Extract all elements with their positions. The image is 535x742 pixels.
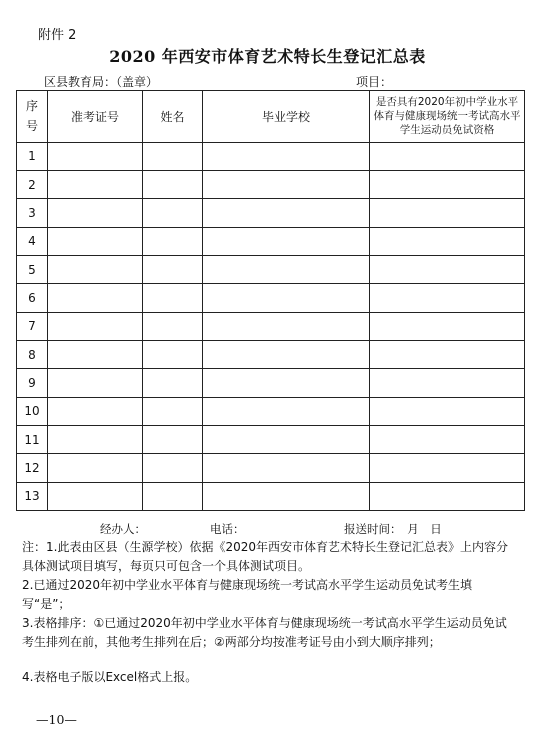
name-cell[interactable] — [143, 340, 203, 368]
table-row — [17, 199, 525, 227]
name-cell[interactable] — [143, 227, 203, 255]
qualification-cell[interactable] — [370, 454, 525, 482]
name-cell[interactable] — [143, 454, 203, 482]
row-number: 8 — [17, 340, 48, 368]
table-row — [17, 425, 525, 453]
name-cell[interactable] — [143, 199, 203, 227]
page-title: 2020 年西安市体育艺术特长生登记汇总表 — [109, 47, 426, 66]
school-cell[interactable] — [203, 284, 370, 312]
name-cell[interactable] — [143, 397, 203, 425]
table-row — [17, 227, 525, 255]
exam-number-cell[interactable] — [48, 482, 143, 510]
table-body — [17, 142, 525, 510]
note-2: 2.已通过2020年初中学业水平体育与健康现场统一考试高水平学生运动员免试考生填写“是”； — [22, 578, 472, 611]
phone-label: 电话： — [210, 522, 245, 536]
school-cell[interactable] — [203, 142, 370, 170]
exam-number-cell[interactable] — [48, 199, 143, 227]
row-number: 1 — [17, 142, 48, 170]
school-cell[interactable] — [203, 227, 370, 255]
school-cell[interactable] — [203, 397, 370, 425]
qualification-cell[interactable] — [370, 482, 525, 510]
school-cell[interactable] — [203, 199, 370, 227]
attachment-label: 附件 2 — [38, 28, 77, 43]
note-1: 注：1.此表由区县（生源学校）依据《2020年西安市体育艺术特长生登记汇总表》上内容分具体测试项目填写，每页只可包含一个具体测试项目。 — [22, 540, 508, 573]
note-4: 4.表格电子版以Excel格式上报。 — [22, 670, 198, 684]
district-bureau-label: 区县教育局：（盖章） — [44, 75, 159, 89]
table-row — [17, 284, 525, 312]
name-cell[interactable] — [143, 142, 203, 170]
school-cell[interactable] — [203, 340, 370, 368]
exam-number-cell[interactable] — [48, 425, 143, 453]
page-number: —10— — [36, 712, 77, 727]
name-cell[interactable] — [143, 284, 203, 312]
table-row — [17, 369, 525, 397]
table-row — [17, 340, 525, 368]
exam-number-cell[interactable] — [48, 227, 143, 255]
exam-number-cell[interactable] — [48, 284, 143, 312]
qualification-cell[interactable] — [370, 255, 525, 283]
operator-label: 经办人： — [100, 522, 146, 536]
exam-number-cell[interactable] — [48, 142, 143, 170]
qualification-cell[interactable] — [370, 199, 525, 227]
report-time-label: 报送时间： 月 日 — [344, 522, 442, 536]
qualification-cell[interactable] — [370, 425, 525, 453]
exam-number-cell[interactable] — [48, 340, 143, 368]
school-cell[interactable] — [203, 482, 370, 510]
column-header-qualification: 是否具有2020年初中学业水平体育与健康现场统一考试高水平学生运动员免试资格 — [370, 91, 525, 143]
exam-number-cell[interactable] — [48, 397, 143, 425]
qualification-cell[interactable] — [370, 369, 525, 397]
school-cell[interactable] — [203, 170, 370, 198]
qualification-cell[interactable] — [370, 397, 525, 425]
table-row — [17, 312, 525, 340]
name-cell[interactable] — [143, 312, 203, 340]
row-number: 11 — [17, 425, 48, 453]
row-number: 12 — [17, 454, 48, 482]
table-row — [17, 142, 525, 170]
exam-number-cell[interactable] — [48, 255, 143, 283]
column-header-name: 姓名 — [143, 91, 203, 143]
qualification-cell[interactable] — [370, 340, 525, 368]
exam-number-cell[interactable] — [48, 170, 143, 198]
table-row — [17, 170, 525, 198]
table-header-row — [17, 91, 525, 143]
table-row — [17, 482, 525, 510]
table-row — [17, 454, 525, 482]
column-header-seq-text: 序 号 — [25, 99, 38, 134]
row-number: 4 — [17, 227, 48, 255]
name-cell[interactable] — [143, 482, 203, 510]
column-header-seq — [17, 91, 48, 143]
exam-number-cell[interactable] — [48, 454, 143, 482]
table-row — [17, 255, 525, 283]
row-number: 3 — [17, 199, 48, 227]
school-cell[interactable] — [203, 312, 370, 340]
qualification-cell[interactable] — [370, 227, 525, 255]
school-cell[interactable] — [203, 425, 370, 453]
row-number: 2 — [17, 170, 48, 198]
column-header-school: 毕业学校 — [203, 91, 370, 143]
row-number: 6 — [17, 284, 48, 312]
note-3: 3.表格排序：①已通过2020年初中学业水平体育与健康现场统一考试高水平学生运动员免试考生排列在前，其他考生排列在后；②两部分均按准考证号由小到大顺序排列； — [22, 616, 507, 649]
school-cell[interactable] — [203, 255, 370, 283]
name-cell[interactable] — [143, 255, 203, 283]
project-label: 项目： — [356, 75, 393, 89]
exam-number-cell[interactable] — [48, 312, 143, 340]
registration-table — [16, 90, 525, 511]
row-number: 9 — [17, 369, 48, 397]
row-number: 13 — [17, 482, 48, 510]
exam-number-cell[interactable] — [48, 369, 143, 397]
qualification-cell[interactable] — [370, 312, 525, 340]
qualification-cell[interactable] — [370, 142, 525, 170]
column-header-exam-number: 准考证号 — [48, 91, 143, 143]
row-number: 5 — [17, 255, 48, 283]
name-cell[interactable] — [143, 369, 203, 397]
table-row — [17, 397, 525, 425]
qualification-cell[interactable] — [370, 170, 525, 198]
qualification-cell[interactable] — [370, 284, 525, 312]
school-cell[interactable] — [203, 369, 370, 397]
name-cell[interactable] — [143, 170, 203, 198]
school-cell[interactable] — [203, 454, 370, 482]
name-cell[interactable] — [143, 425, 203, 453]
row-number: 7 — [17, 312, 48, 340]
row-number: 10 — [17, 397, 48, 425]
